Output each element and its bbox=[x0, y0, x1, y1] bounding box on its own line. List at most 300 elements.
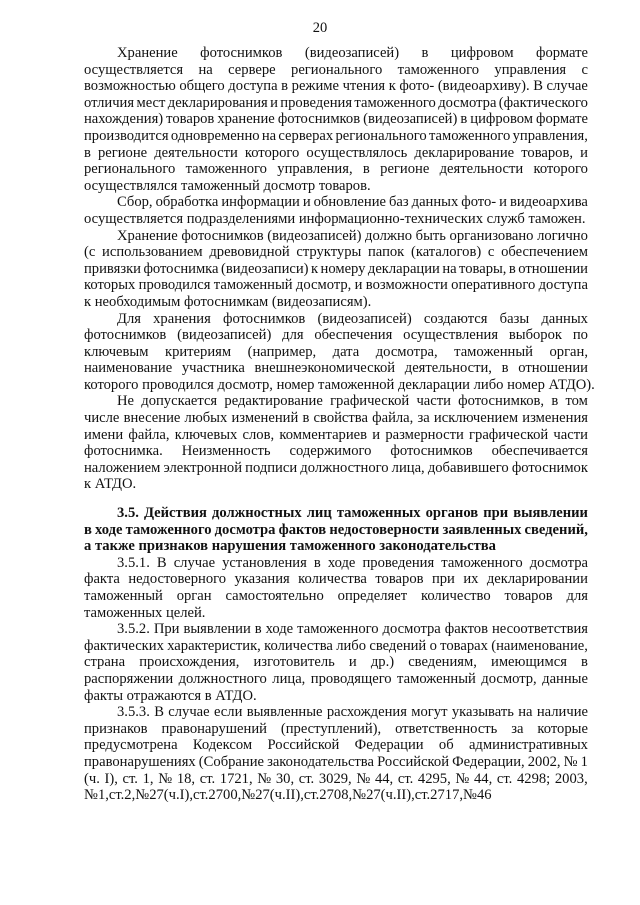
word: таможенного bbox=[125, 521, 212, 538]
word: Хранение bbox=[117, 45, 178, 61]
word: которого bbox=[533, 161, 588, 178]
word: расхождения bbox=[326, 704, 407, 721]
text-line: осуществляется подразделениями информационно-технических служб таможен. bbox=[84, 210, 586, 227]
word: регионального bbox=[335, 127, 427, 144]
word: осуществляется bbox=[84, 61, 184, 78]
word: (ч. bbox=[269, 787, 286, 804]
word: управления, bbox=[277, 161, 353, 178]
word: ст. bbox=[496, 770, 513, 787]
word: правонарушениях bbox=[84, 753, 196, 770]
word: 4295, bbox=[417, 770, 451, 787]
word: факта bbox=[84, 571, 120, 588]
text-line bbox=[84, 443, 588, 460]
word: 30, bbox=[275, 770, 295, 787]
word: либо bbox=[336, 637, 367, 654]
word: фото- bbox=[399, 78, 435, 95]
word: признаков bbox=[84, 720, 148, 737]
word: о bbox=[429, 637, 437, 654]
word: ходе bbox=[327, 554, 356, 571]
word: В bbox=[154, 704, 164, 721]
word: по bbox=[572, 327, 588, 344]
word: № bbox=[455, 770, 470, 787]
word: таможенного bbox=[428, 127, 511, 144]
word: в bbox=[84, 144, 91, 161]
word: правонарушений bbox=[161, 720, 267, 737]
word: в bbox=[460, 111, 468, 128]
word: баз bbox=[388, 194, 409, 211]
word: № bbox=[135, 787, 150, 804]
text-line bbox=[84, 228, 588, 245]
word: самостоятельно bbox=[225, 588, 324, 604]
word: в bbox=[501, 360, 509, 377]
text-line bbox=[84, 704, 588, 721]
text-line bbox=[84, 721, 588, 738]
word: к bbox=[310, 260, 319, 277]
word: досмотр, bbox=[295, 277, 352, 294]
word: регионе bbox=[97, 144, 148, 161]
text-line bbox=[84, 344, 588, 361]
word: законодательства bbox=[267, 753, 374, 770]
word: папок bbox=[367, 244, 405, 261]
word: количества bbox=[298, 571, 367, 588]
text-line bbox=[84, 787, 588, 804]
word: использованием bbox=[102, 244, 203, 261]
text-line bbox=[84, 505, 588, 522]
text-line bbox=[84, 45, 588, 62]
word: Не bbox=[117, 393, 135, 410]
word: заявленных bbox=[442, 521, 522, 538]
word: Действия bbox=[143, 505, 207, 522]
word: недостоверного bbox=[128, 571, 227, 588]
text-line bbox=[84, 410, 588, 427]
word: обеспечения bbox=[314, 327, 393, 344]
subsection-3-5-1 bbox=[84, 555, 588, 621]
text-line bbox=[84, 261, 588, 278]
word: № bbox=[84, 787, 98, 804]
word: (наименование, bbox=[491, 637, 588, 654]
word: сведений, bbox=[524, 521, 588, 538]
word: и bbox=[354, 277, 363, 294]
word: 2700, bbox=[208, 787, 242, 804]
word: об bbox=[438, 737, 454, 754]
word: В bbox=[533, 78, 543, 95]
word: файла, bbox=[372, 410, 414, 427]
word: возможности bbox=[365, 277, 448, 294]
word: ходе bbox=[265, 621, 294, 638]
word: товаров bbox=[504, 588, 553, 604]
text-line bbox=[84, 737, 588, 754]
word: декларации bbox=[367, 260, 440, 277]
word: наличие bbox=[536, 704, 588, 721]
word: фактов bbox=[444, 621, 488, 638]
text-line bbox=[84, 671, 588, 688]
word: 44, bbox=[374, 770, 394, 787]
text-line bbox=[84, 311, 588, 328]
word: с bbox=[487, 244, 495, 261]
word: древовидной bbox=[209, 244, 290, 261]
word: должностных bbox=[211, 505, 302, 522]
word: дата bbox=[332, 343, 360, 360]
word: (видеозаписей) bbox=[363, 111, 458, 128]
text-line bbox=[84, 654, 588, 671]
word: их bbox=[463, 571, 479, 588]
word: При bbox=[153, 621, 180, 638]
paragraph-no-editing bbox=[84, 393, 588, 493]
word: базы bbox=[499, 310, 530, 327]
word: в bbox=[313, 554, 321, 571]
word: товаров, bbox=[521, 144, 574, 161]
word: числе bbox=[84, 410, 120, 427]
word: 2002, bbox=[527, 753, 561, 770]
word: 3.5. bbox=[117, 505, 139, 522]
word: фотоснимков bbox=[200, 45, 283, 61]
paragraph-storage-digital bbox=[84, 45, 588, 194]
word: сведениям, bbox=[408, 654, 477, 671]
word: на bbox=[261, 127, 277, 144]
word: 18, bbox=[176, 770, 196, 787]
word: деятельности, bbox=[404, 360, 492, 377]
word: фотоснимков bbox=[181, 227, 264, 244]
text-line: осуществлялся таможенный досмотр товаров. bbox=[84, 177, 371, 194]
text-line bbox=[84, 360, 588, 377]
word: организовано bbox=[449, 227, 534, 244]
word: товаров bbox=[375, 571, 424, 588]
paragraph-databases bbox=[84, 310, 595, 394]
word: 1, bbox=[142, 770, 154, 787]
word: части bbox=[553, 426, 588, 443]
word: товаров bbox=[166, 111, 215, 128]
word: выявлении bbox=[513, 505, 588, 522]
text-line bbox=[84, 145, 588, 162]
word: должностного bbox=[178, 670, 267, 687]
word: в bbox=[254, 621, 262, 638]
word: ответственность bbox=[395, 720, 498, 737]
word: имени bbox=[84, 426, 124, 443]
word: таможенного bbox=[354, 94, 436, 111]
word: свойства bbox=[313, 410, 368, 427]
word: 2708, bbox=[319, 787, 353, 804]
text-line bbox=[84, 522, 588, 539]
word: которого bbox=[244, 144, 300, 161]
word: лица, bbox=[391, 459, 425, 476]
word: чтения bbox=[342, 78, 386, 95]
word: несоответствия bbox=[491, 621, 588, 638]
word: Российской bbox=[377, 753, 449, 770]
text-line: которого проводился досмотр, номер таможенной декларации либо номер АТДО). bbox=[84, 376, 595, 393]
word: I), bbox=[179, 787, 194, 804]
word: II), bbox=[285, 787, 304, 804]
word: (видеозаписи) bbox=[220, 260, 309, 277]
word: изменения bbox=[522, 410, 588, 427]
word: осуществлялось bbox=[306, 144, 408, 161]
word: изменений bbox=[231, 410, 299, 427]
word: № bbox=[463, 787, 477, 804]
word: с bbox=[581, 61, 588, 78]
word: наложением bbox=[84, 459, 161, 476]
word: характеристик, bbox=[167, 637, 261, 654]
word: проведения bbox=[280, 94, 353, 111]
word: Хранение bbox=[117, 227, 178, 244]
word: (ч. bbox=[380, 787, 397, 804]
word: ст. bbox=[108, 787, 125, 804]
word: декларирования bbox=[167, 94, 268, 111]
word: должностного bbox=[300, 459, 389, 476]
word: данные bbox=[542, 670, 588, 687]
word: декларировании bbox=[486, 571, 588, 588]
word: деятельности bbox=[439, 161, 524, 178]
word: цифровом bbox=[470, 111, 533, 128]
text-line: а также признаков нарушения таможенного законодательства bbox=[84, 538, 496, 555]
word: 2717, bbox=[430, 787, 464, 804]
word: 4298; bbox=[516, 770, 551, 787]
word: при bbox=[483, 505, 509, 522]
word: деятельности bbox=[154, 144, 238, 161]
word: информации bbox=[221, 194, 300, 211]
word: таможенный bbox=[397, 670, 476, 687]
text-line bbox=[84, 621, 588, 638]
word: исключением bbox=[433, 410, 519, 427]
paragraph-logical-storage bbox=[84, 228, 588, 311]
word: и bbox=[270, 94, 278, 111]
word: быть bbox=[415, 227, 446, 244]
word: (видеозаписей) bbox=[304, 45, 400, 61]
word: обработка bbox=[155, 194, 219, 211]
word: выявлении bbox=[183, 621, 251, 638]
word: страна bbox=[84, 654, 126, 671]
word: проведения bbox=[362, 554, 435, 571]
word: в bbox=[281, 78, 289, 95]
word: участника bbox=[181, 360, 245, 377]
word: ст. bbox=[193, 787, 209, 804]
word: таможенного bbox=[297, 621, 379, 638]
word: таможенный bbox=[213, 277, 293, 294]
word: на bbox=[198, 61, 213, 78]
word: В bbox=[156, 554, 167, 571]
subsection-3-5-2 bbox=[84, 621, 588, 704]
word: содержимого bbox=[289, 443, 372, 460]
word: лица, bbox=[272, 670, 306, 687]
word: регионального bbox=[291, 61, 383, 78]
word: Кодексом bbox=[192, 737, 253, 754]
word: сервере bbox=[228, 61, 276, 78]
word: 44, bbox=[474, 770, 493, 787]
word: номеру bbox=[320, 260, 366, 277]
word: цифровом bbox=[450, 45, 514, 61]
word: на bbox=[442, 260, 457, 277]
word: общего bbox=[179, 78, 225, 95]
word: (преступлений), bbox=[280, 720, 382, 737]
word: формате bbox=[536, 45, 588, 61]
word: графической bbox=[330, 393, 410, 410]
word: I), bbox=[104, 770, 118, 787]
text-line bbox=[84, 277, 588, 294]
word: № bbox=[241, 787, 256, 804]
text-line bbox=[84, 555, 588, 572]
word: привязки bbox=[84, 260, 141, 277]
word: фотоснимков bbox=[223, 310, 306, 327]
word: фотоснимок bbox=[511, 459, 588, 476]
text-line: факты отражаются в АТДО. bbox=[84, 687, 257, 704]
word: проводился bbox=[138, 277, 211, 294]
word: 1, bbox=[97, 787, 109, 804]
word: имеющимся bbox=[491, 654, 567, 671]
word: распоряжении bbox=[84, 670, 174, 687]
word: логично bbox=[537, 227, 588, 244]
word: в bbox=[302, 410, 310, 427]
word: 3.5.2. bbox=[117, 621, 150, 638]
word: орган bbox=[176, 588, 212, 604]
word: (ч. bbox=[84, 770, 100, 787]
word: № bbox=[563, 753, 578, 770]
text-line: к АТДО. bbox=[84, 476, 137, 493]
word: ст. bbox=[298, 770, 315, 787]
word: Для bbox=[117, 310, 141, 327]
word: (с bbox=[84, 244, 96, 261]
word: ст. bbox=[199, 770, 216, 787]
word: добавившего bbox=[427, 459, 509, 476]
word: фотоснимков bbox=[84, 327, 167, 344]
word: таможенного bbox=[185, 161, 267, 178]
word: том bbox=[565, 393, 588, 410]
word: товары, bbox=[459, 260, 507, 277]
word: таможенный bbox=[84, 588, 163, 604]
word: за bbox=[511, 720, 524, 737]
word: ключевым bbox=[84, 343, 149, 360]
word: таможенный bbox=[454, 343, 533, 360]
word: слов, bbox=[242, 426, 275, 443]
word: данных bbox=[411, 194, 459, 211]
word: органов bbox=[425, 505, 479, 522]
word: электронной bbox=[163, 459, 243, 476]
word: графической bbox=[469, 426, 549, 443]
word: редактирование bbox=[224, 393, 323, 410]
word: к bbox=[388, 78, 396, 95]
word: отношении bbox=[518, 360, 588, 377]
word: хранение bbox=[217, 111, 275, 128]
text-line bbox=[84, 95, 588, 112]
word: (ч. bbox=[163, 787, 180, 804]
paragraph-data-collection bbox=[84, 194, 588, 227]
word: могут bbox=[411, 704, 448, 721]
text-line bbox=[84, 78, 588, 95]
word: данных bbox=[541, 310, 588, 327]
text-line bbox=[84, 638, 588, 655]
text-line bbox=[84, 327, 588, 344]
word: таможенного bbox=[397, 61, 480, 78]
word: в bbox=[421, 45, 429, 61]
word: (например, bbox=[247, 343, 317, 360]
word: 1 bbox=[580, 753, 588, 770]
word: (фактического bbox=[498, 94, 588, 111]
document-body bbox=[84, 45, 595, 804]
word: при bbox=[431, 571, 455, 588]
word: серверах bbox=[278, 127, 334, 144]
word: для bbox=[566, 588, 588, 604]
word: критериям bbox=[164, 343, 232, 360]
word: Сбор, bbox=[117, 194, 153, 211]
word: сведений bbox=[369, 637, 427, 654]
word: осуществления bbox=[403, 327, 499, 344]
word: хранения bbox=[153, 310, 211, 327]
word: доступа bbox=[228, 78, 278, 95]
word: и bbox=[580, 144, 588, 161]
word: допускается bbox=[141, 393, 218, 410]
word: отличия bbox=[84, 94, 135, 111]
word: фотоснимка. bbox=[84, 443, 163, 460]
word: 27 bbox=[255, 787, 270, 804]
word: указывать bbox=[451, 704, 514, 721]
word: фактических bbox=[84, 637, 164, 654]
word: ходе bbox=[95, 521, 123, 538]
word: внесение bbox=[123, 410, 181, 427]
word: и bbox=[302, 194, 311, 211]
word: в bbox=[551, 393, 559, 410]
word: ключевых bbox=[174, 426, 238, 443]
word: фактов bbox=[278, 521, 327, 538]
word: количества bbox=[264, 637, 333, 654]
word: файла, bbox=[128, 426, 170, 443]
text-line bbox=[84, 62, 588, 79]
word: Российской bbox=[267, 737, 340, 754]
word: ст. bbox=[397, 770, 414, 787]
word: если bbox=[213, 704, 243, 721]
word: количество bbox=[420, 588, 491, 604]
word: которых bbox=[84, 277, 136, 294]
word: товарах bbox=[440, 637, 488, 654]
word: случае bbox=[168, 704, 210, 721]
word: Неизменность bbox=[181, 443, 271, 460]
word: в bbox=[362, 161, 370, 178]
word: орган, bbox=[549, 343, 588, 360]
word: (видеозаписей) bbox=[267, 227, 362, 244]
word: обеспечивается bbox=[491, 443, 588, 460]
word: ст. bbox=[122, 770, 138, 787]
word: управления, bbox=[512, 127, 588, 144]
word: выявленные bbox=[246, 704, 323, 721]
text-line bbox=[84, 771, 588, 788]
word: 3029, bbox=[318, 770, 352, 787]
word: таможенного bbox=[441, 554, 523, 571]
word: любых bbox=[184, 410, 228, 427]
word: наименование bbox=[84, 360, 173, 377]
word: досмотра, bbox=[375, 343, 438, 360]
section-heading-lines bbox=[84, 505, 588, 555]
word: управления bbox=[494, 61, 567, 78]
word: фотоснимков bbox=[390, 443, 473, 460]
word: фото- bbox=[461, 194, 497, 211]
text-line: к необходимым фотоснимкам (видеозаписям). bbox=[84, 293, 372, 310]
word: № bbox=[257, 770, 272, 787]
word: (каталогов) bbox=[410, 244, 482, 261]
word: досмотра bbox=[214, 521, 276, 538]
word: досмотра bbox=[529, 554, 588, 571]
word: на bbox=[518, 704, 533, 721]
word: режиме bbox=[291, 78, 340, 95]
word: регионе bbox=[380, 161, 430, 178]
word: (видеозаписей) bbox=[177, 327, 272, 344]
word: обеспечением bbox=[501, 244, 588, 261]
word: 27 bbox=[149, 787, 164, 804]
text-line bbox=[84, 244, 588, 261]
text-line bbox=[84, 754, 588, 771]
word: за bbox=[417, 410, 430, 427]
text-line bbox=[84, 128, 588, 145]
word: подписи bbox=[245, 459, 298, 476]
word: предусмотрена bbox=[84, 737, 178, 754]
word: проводящего bbox=[310, 670, 392, 687]
word: размерности bbox=[385, 426, 464, 443]
word: фотоснимка bbox=[143, 260, 219, 277]
